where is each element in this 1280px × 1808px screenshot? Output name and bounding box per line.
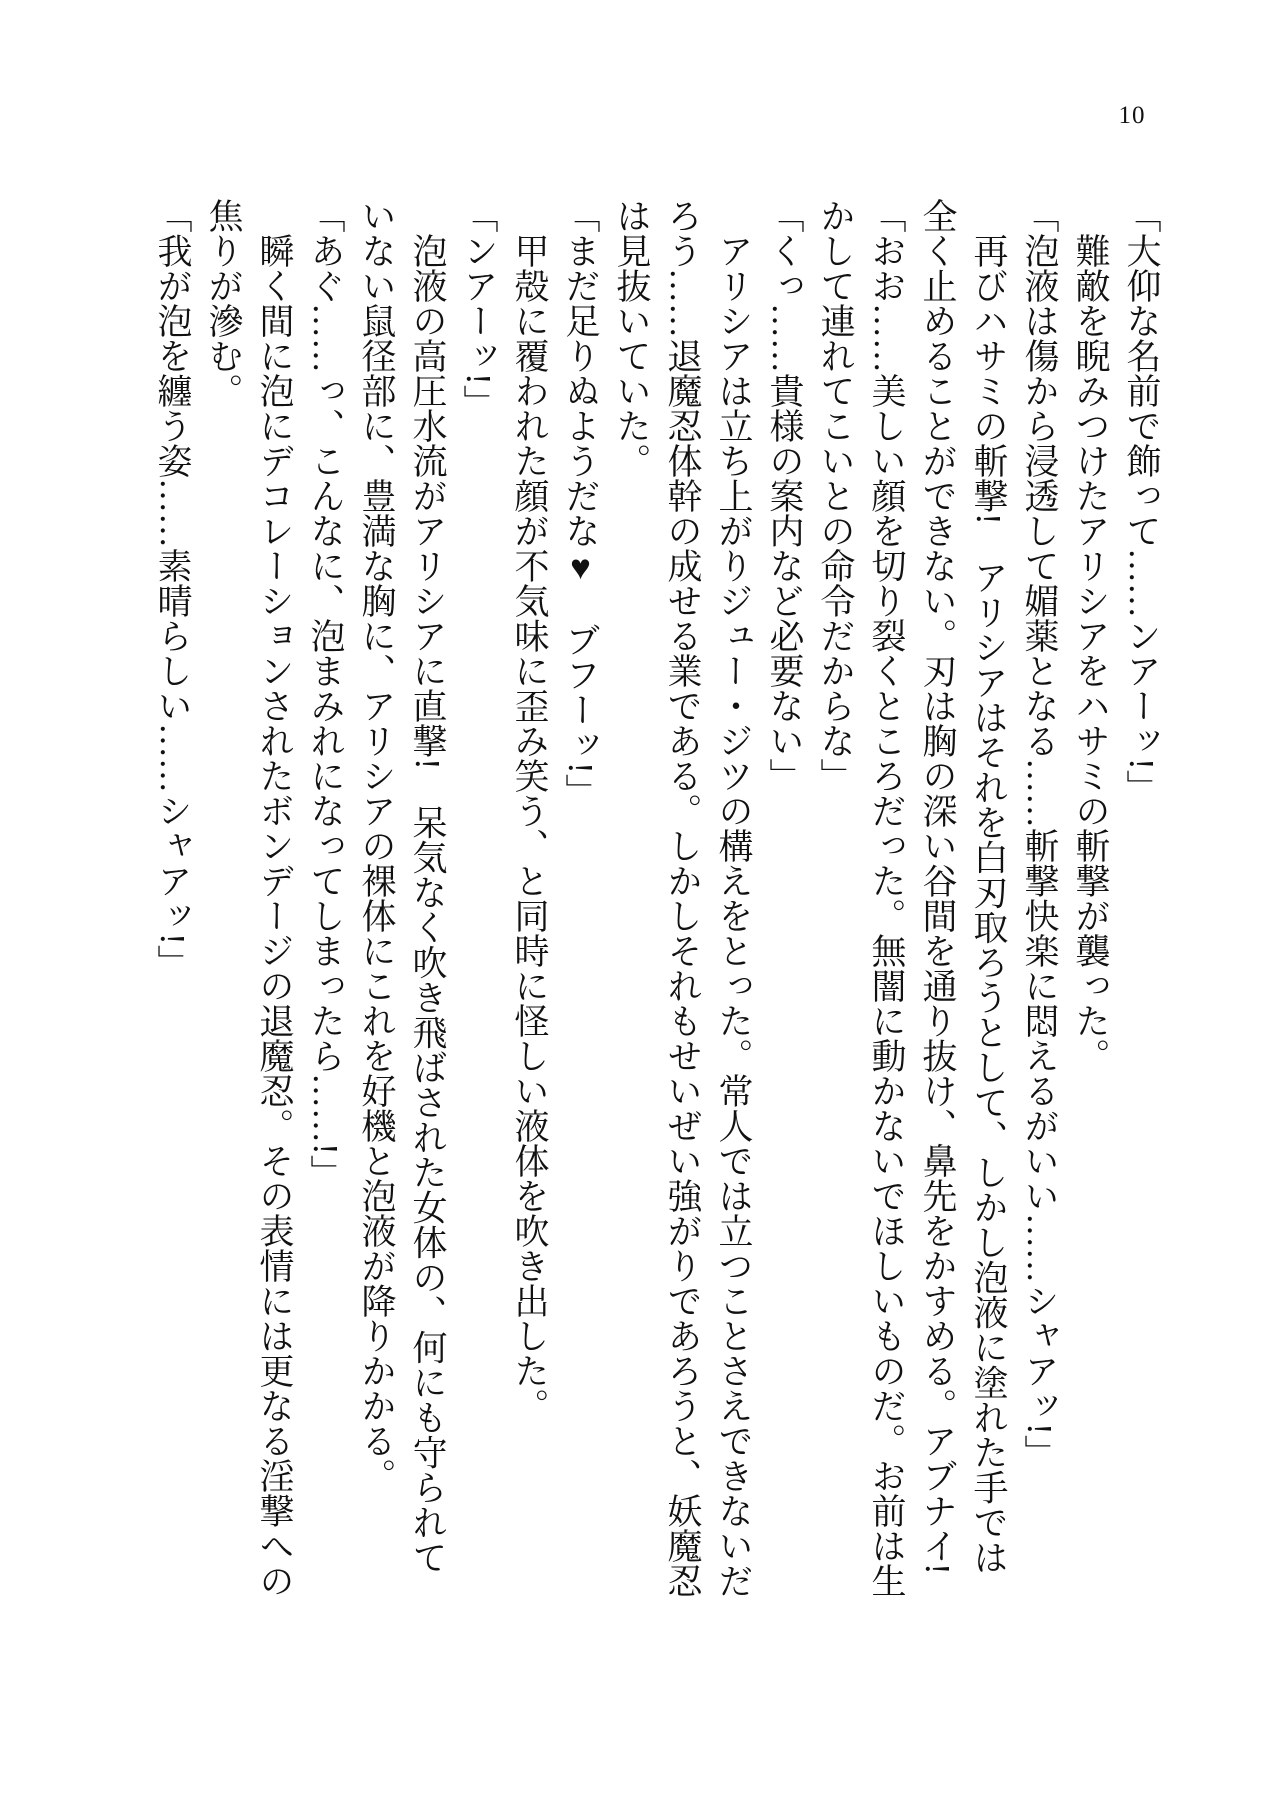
paragraph-14-dialogue: 「我が泡を纏う姿……素晴らしい……シャアッ!」: [153, 198, 192, 980]
paragraph-5-dialogue: 「おお……美しい顔を切り裂くところだった。無闇に動かないでほしいものだ。お前は生かして連れてこいとの命令だからな」: [816, 198, 906, 1598]
paragraph-2-narration: 難敵を睨みつけたアリシアをハサミの斬撃が襲った。: [1071, 233, 1110, 1073]
paragraph-3-dialogue: 「泡液は傷から浸透して媚薬となる……斬撃快楽に悶えるがいい……シャアッ!」: [1020, 198, 1059, 1470]
paragraph-7-narration: アリシアは立ち上がりジュー・ジツの構えをとった。常人では立つことさえできないだろう……退魔忍体幹の成せる業である。しかしそれもせいぜい強がりであろうと、妖魔忍は見抜いていた。: [612, 198, 753, 1598]
paragraph-8-dialogue: 「まだ足りぬようだな♥ ブフーッ!」: [561, 198, 600, 809]
paragraph-13-narration: 瞬く間に泡にデコレーションされたボンデージの退魔忍。その表情には更なる淫撃への焦りが滲む。: [204, 198, 294, 1598]
paragraph-9-narration: 甲殻に覆われた顔が不気味に歪み笑う、と同時に怪しい液体を吹き出した。: [510, 233, 549, 1423]
paragraph-4-narration: 再びハサミの斬撃! アリシアはそれを白刃取ろうとして、しかし泡液に塗れた手では全く止めることができない。刃は胸の深い谷間を通り抜け、鼻先をかすめる。アブナイ!: [918, 198, 1008, 1575]
paragraph-1-dialogue: 「大仰な名前で飾って……ンアーッ!」: [1122, 198, 1161, 805]
paragraph-12-dialogue: 「あぐ……っ、こんなに、泡まみれになってしまったら……!」: [306, 198, 345, 1190]
paragraph-10-dialogue: 「ンアーッ!」: [459, 198, 498, 420]
paragraph-11-narration: 泡液の高圧水流がアリシアに直撃! 呆気なく吹き飛ばされた女体の、何にも守られていない鼠径部に、豊満な胸に、アリシアの裸体にこれを好機と泡液が降りかかる。: [357, 198, 447, 1575]
vertical-text-block: [147, 198, 1167, 1608]
page-number: 10: [1118, 102, 1146, 129]
paragraph-6-dialogue: 「くっ……貴様の案内など必要ない」: [765, 198, 804, 793]
